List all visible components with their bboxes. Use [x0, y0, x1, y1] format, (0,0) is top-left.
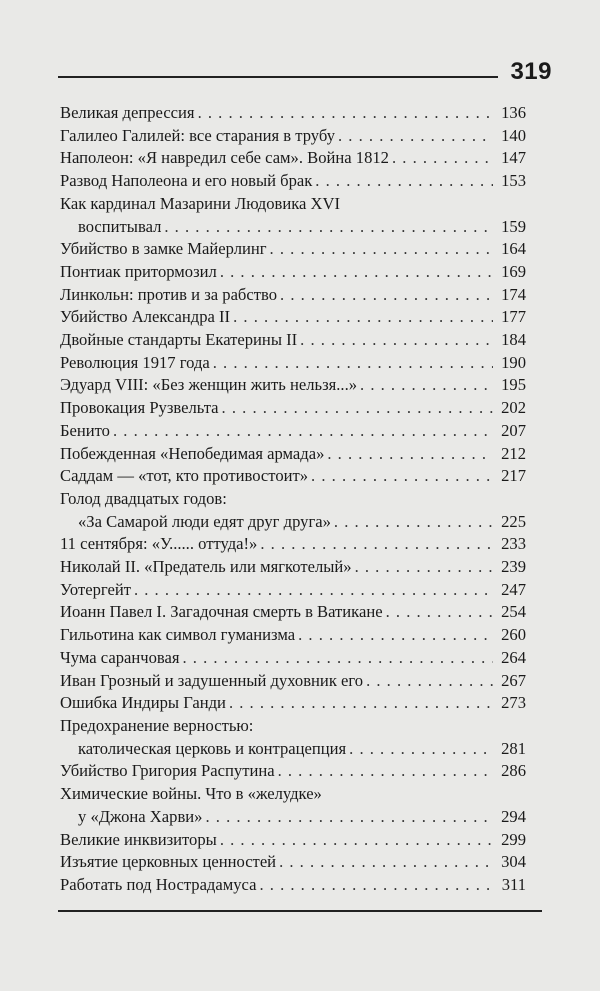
- toc-entry-page: 281: [501, 738, 526, 758]
- toc-entry: [60, 443, 526, 466]
- toc-entry: [60, 216, 526, 239]
- toc-entry-page: 299: [501, 829, 526, 849]
- toc-entry: [60, 465, 526, 488]
- toc-entry-title: Уотергейт: [60, 579, 131, 599]
- toc-entry: [60, 829, 526, 852]
- toc-entry-title: Понтиак притормозил: [60, 261, 217, 281]
- toc-leader-dots: [260, 533, 493, 556]
- toc-entry-title: Работать под Нострадамуса: [60, 874, 257, 894]
- toc-leader-dots: [366, 670, 493, 693]
- toc-entry-title: Чума саранчовая: [60, 647, 180, 667]
- toc-entry-page: 202: [501, 398, 526, 418]
- toc-entry-page: 140: [501, 125, 526, 145]
- toc-leader-dots: [278, 760, 493, 783]
- toc-entry: [60, 397, 526, 420]
- toc-leader-dots: [198, 102, 493, 125]
- toc-leader-dots: [338, 125, 493, 148]
- toc-entry-page: 195: [501, 375, 526, 395]
- toc-entry: [60, 329, 526, 352]
- toc-leader-dots: [113, 420, 493, 443]
- toc-entry-page: 190: [501, 352, 526, 372]
- toc-entry-page: 177: [501, 307, 526, 327]
- toc-entry-title: воспитывал: [78, 216, 162, 236]
- toc-entry-title: Иван Грозный и задушенный духовник его: [60, 670, 364, 690]
- toc-entry-page: 159: [501, 216, 526, 236]
- toc-entry-page: 247: [501, 579, 526, 599]
- toc-leader-dots: [259, 874, 493, 897]
- toc-leader-dots: [233, 306, 493, 329]
- toc-entry-page: 304: [501, 852, 526, 872]
- toc-leader-dots: [205, 806, 493, 829]
- toc-entry-page: 169: [501, 261, 526, 281]
- header-rule: [58, 76, 498, 78]
- toc-entry: [60, 783, 526, 806]
- toc-entry-title: Убийство Александра II: [60, 307, 231, 327]
- toc-entry: [60, 511, 526, 534]
- toc-entry: [60, 193, 526, 216]
- toc-entry: [60, 306, 526, 329]
- toc-entry: [60, 556, 526, 579]
- toc-entry: [60, 760, 526, 783]
- toc-entry-title: Эдуард VIII: «Без женщин жить нельзя...»: [60, 375, 358, 395]
- toc-entry-title: Химические войны. Что в «желудке»: [60, 784, 322, 804]
- toc-entry-title: «За Самарой люди едят друг друга»: [78, 511, 331, 531]
- toc-leader-dots: [392, 147, 493, 170]
- toc-entry-title: Ошибка Индиры Ганди: [60, 693, 226, 713]
- toc-entry-page: 217: [501, 466, 526, 486]
- toc-entry: [60, 601, 526, 624]
- toc-entry: [60, 533, 526, 556]
- toc-entry-title: Развод Наполеона и его новый брак: [60, 171, 313, 191]
- toc-entry-title: Провокация Рузвельта: [60, 398, 219, 418]
- toc-entry-title: католическая церковь и контрацепция: [78, 738, 347, 758]
- toc-leader-dots: [360, 374, 493, 397]
- toc-leader-dots: [300, 329, 493, 352]
- toc-leader-dots: [270, 238, 493, 261]
- toc-leader-dots: [315, 170, 493, 193]
- toc-entry-title: Двойные стандарты Екатерины II: [60, 330, 298, 350]
- toc-entry: [60, 374, 526, 397]
- toc-leader-dots: [213, 352, 493, 375]
- toc-entry-page: 212: [501, 443, 526, 463]
- toc-entry-title: Революция 1917 года: [60, 352, 210, 372]
- toc-entry: [60, 624, 526, 647]
- toc-leader-dots: [229, 692, 493, 715]
- toc-leader-dots: [164, 216, 493, 239]
- toc-entry-page: 136: [501, 103, 526, 122]
- toc-entry-title: Голод двадцатых годов:: [60, 488, 227, 508]
- toc-entry-title: Убийство Григория Распутина: [60, 761, 275, 781]
- toc-entry: [60, 874, 526, 897]
- toc-leader-dots: [280, 284, 493, 307]
- toc-entry-page: 254: [501, 602, 526, 622]
- toc-entry-title: Саддам — «тот, кто противостоит»: [60, 466, 309, 486]
- toc-entry-page: 294: [501, 806, 526, 826]
- toc-entry: [60, 488, 526, 511]
- toc-entry-title: Великая депрессия: [60, 103, 195, 122]
- toc-leader-dots: [222, 397, 493, 420]
- toc-leader-dots: [349, 738, 493, 761]
- toc-entry-title: Линкольн: против и за рабство: [60, 284, 278, 304]
- toc-leader-dots: [220, 261, 493, 284]
- toc-entry-title: Как кардинал Мазарини Людовика XVI: [60, 193, 341, 213]
- toc-entry-page: 184: [501, 330, 526, 350]
- toc-entry-title: Великие инквизиторы: [60, 829, 217, 849]
- toc-entry: [60, 352, 526, 375]
- toc-entry-page: 267: [501, 670, 526, 690]
- toc-leader-dots: [279, 851, 493, 874]
- toc-entry-title: Побежденная «Непобедимая армада»: [60, 443, 325, 463]
- toc-leader-dots: [134, 579, 493, 602]
- toc-entry: [60, 806, 526, 829]
- toc-entry-title: Изъятие церковных ценностей: [60, 852, 277, 872]
- toc-entry: [60, 147, 526, 170]
- toc-entry: [60, 261, 526, 284]
- toc-leader-dots: [298, 624, 493, 647]
- toc-entry-title: Галилео Галилей: все старания в трубу: [60, 125, 335, 145]
- toc-entry-title: Гильотина как символ гуманизма: [60, 625, 296, 645]
- toc-entry-page: 233: [501, 534, 526, 554]
- toc-entry-page: 286: [501, 761, 526, 781]
- footer-rule: [58, 910, 542, 912]
- toc-entry-title: 11 сентября: «У...... оттуда!»: [60, 534, 258, 554]
- toc-entry: [60, 670, 526, 693]
- toc-entry-page: 147: [501, 148, 526, 168]
- toc-entry-title: Иоанн Павел I. Загадочная смерть в Ватикане: [60, 602, 383, 622]
- toc-entry-title: Бенито: [60, 420, 110, 440]
- toc-entry: [60, 125, 526, 148]
- toc-entry-title: у «Джона Харви»: [78, 806, 203, 826]
- toc-entry: [60, 738, 526, 761]
- toc-leader-dots: [334, 511, 493, 534]
- toc-entry-page: 260: [501, 625, 526, 645]
- toc-entry: [60, 851, 526, 874]
- toc-entry-page: 239: [501, 557, 526, 577]
- toc-leader-dots: [386, 601, 493, 624]
- toc-entry-title: Предохранение верностью:: [60, 715, 254, 735]
- toc-entry-page: 153: [501, 171, 526, 191]
- toc-entry: [60, 170, 526, 193]
- page-number: 319: [510, 58, 552, 85]
- toc-entry-page: 225: [501, 511, 526, 531]
- toc-leader-dots: [355, 556, 493, 579]
- toc-leader-dots: [327, 443, 493, 466]
- toc-entry-page: 273: [501, 693, 526, 713]
- toc-entry-title: Николай II. «Предатель или мягкотелый»: [60, 557, 352, 577]
- toc-entry-page: 264: [501, 647, 526, 667]
- toc-entry: [60, 420, 526, 443]
- toc-entry: [60, 647, 526, 670]
- toc-leader-dots: [311, 465, 493, 488]
- toc-entry-page: 164: [501, 239, 526, 259]
- toc-leader-dots: [183, 647, 494, 670]
- toc-entry: [60, 238, 526, 261]
- toc-entry: [60, 102, 526, 125]
- toc-entry: [60, 692, 526, 715]
- toc-entry-page: 174: [501, 284, 526, 304]
- toc-entry: [60, 715, 526, 738]
- toc-entry: [60, 579, 526, 602]
- toc-entry: [60, 284, 526, 307]
- toc-entry-page: 207: [501, 420, 526, 440]
- toc-entry-page: 311: [501, 874, 526, 894]
- toc-leader-dots: [220, 829, 493, 852]
- table-of-contents: [60, 102, 526, 897]
- toc-entry-title: Наполеон: «Я навредил себе сам». Война 1812: [60, 148, 389, 168]
- toc-entry-title: Убийство в замке Майерлинг: [60, 239, 267, 259]
